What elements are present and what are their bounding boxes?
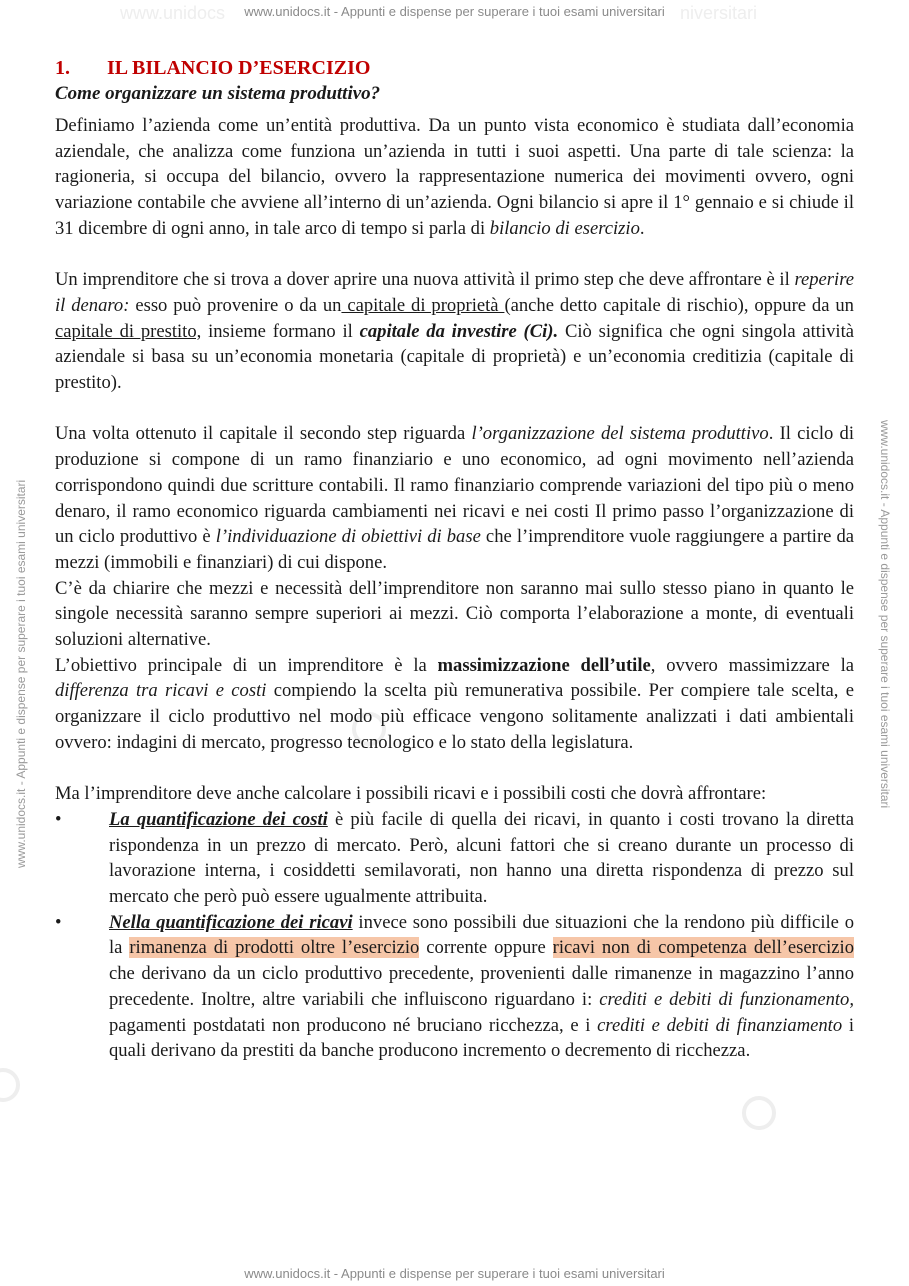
list-item: • La quantificazione dei costi è più facile di quella dei ricavi, in quanto i costi trovano la diretta rispondenza in un prezzo di mercato. Però, alcuni fattori che si creano durante un processo di lavorazione interna, i cosiddetti semilavorati, non hanno una diretta rispondenza di prezzo sul mercato che però può essere ugualmente attribuita.	[55, 808, 854, 908]
paragraph-2: Un imprenditore che si trova a dover aprire una nuova attività il primo step che deve affrontare è il reperire il denaro: esso può provenire o da un capitale di proprietà (anche detto capitale di rischio), oppure da un capitale di prestito, insieme formano il capitale da investire (Ci). Ciò significa che ogni singola attività aziendale si basa su un’economia monetaria (capitale di proprietà) e un’economia creditizia (capitale di prestito).	[55, 269, 855, 394]
paragraph-5: L’obiettivo principale di un imprenditore è la massimizzazione dell’utile, ovvero massimizzare la differenza tra ricavi e costi compiendo la scelta più remunerativa possibile. Per compiere tale scelta, e organizzare il ciclo produttivo nel modo più efficace vengono solitamente analizzati i dati ambientali ovvero: indagini di mercato, progresso tecnologico e lo stato della legislatura.	[55, 654, 855, 753]
watermark-logo-icon	[742, 1096, 776, 1130]
section-heading	[55, 56, 854, 80]
bullet-icon: •	[55, 911, 62, 933]
section-number: 1.	[55, 57, 70, 79]
highlighted-text: rimanenza di prodotti oltre l’esercizio	[129, 937, 420, 959]
section-subtitle: Come organizzare un sistema produttivo?	[55, 83, 381, 104]
bullet-icon: •	[55, 808, 62, 830]
paragraph-3: Una volta ottenuto il capitale il secondo step riguarda l’organizzazione del sistema produttivo. Il ciclo di produzione si compone di un ramo finanziario e uno economico, ad ogni movimento nell’azienda corrispondono quindi due scritture contabili. Il ramo finanziario comprende variazioni del tipo più o meno denaro, il ramo economico riguarda cambiamenti nei ricavi e nei costi Il primo passo l’organizzazione di un ciclo produttivo è l’individuazione di obiettivi di base che l’imprenditore vuole raggiungere a partire da mezzi (immobili e finanziari) di cui dispone.	[55, 423, 855, 573]
section-title: IL BILANCIO D’ESERCIZIO	[107, 57, 371, 79]
paragraph-6: Ma l’imprenditore deve anche calcolare i possibili ricavi e i possibili costi che dovrà affrontare:	[55, 783, 767, 805]
watermark-faint-text: www.unidocs	[120, 3, 226, 23]
paragraph-4: C’è da chiarire che mezzi e necessità dell’imprenditore non saranno mai sullo stesso piano in quanto le singole necessità saranno sempre superiori ai mezzi. Ciò comporta l’elaborazione a monte, di eventuali soluzioni alternative.	[55, 577, 854, 651]
watermark-header: www.unidocs.it - Appunti e dispense per superare i tuoi esami universitari	[244, 4, 665, 19]
watermark-faint-text: niversitari	[680, 3, 758, 23]
bullet-list	[55, 807, 854, 1064]
paragraph-1: Definiamo l’azienda come un’entità produttiva. Da un punto vista economico è studiata dall’economia aziendale, che analizza come funziona un’azienda in tutti i suoi aspetti. Una parte di tale scienza: la ragioneria, si occupa del bilancio, ovvero la rappresentazione numerica dei movimenti ovvero, ogni variazione contabile che avviene all’interno di un’azienda. Ogni bilancio si apre il 1° gennaio e si chiude il 31 dicembre di ogni anno, in tale arco di tempo si parla di bilancio di esercizio.	[55, 115, 854, 239]
watermark-logo-icon	[0, 1068, 20, 1102]
watermark-side-left: www.unidocs.it - Appunti e dispense per superare i tuoi esami universitari	[14, 479, 28, 868]
watermark-footer: www.unidocs.it - Appunti e dispense per superare i tuoi esami universitari	[244, 1266, 665, 1281]
list-item: • Nella quantificazione dei ricavi invece sono possibili due situazioni che la rendono più difficile o la rimanenza di prodotti oltre l’esercizio corrente oppure ricavi non di competenza dell’esercizio che derivano da un ciclo produttivo precedente, provenienti dalle rimanenze in magazzino l’anno precedente. Inoltre, altre variabili che influiscono riguardano i: crediti e debiti di funzionamento, pagamenti postdatati non producono né bruciano ricchezza, e i crediti e debiti di finanziamento i quali derivano da prestiti da banche producono incremento o decremento di ricchezza.	[55, 911, 854, 1062]
highlighted-text: ricavi non di competenza dell’esercizio	[552, 937, 854, 959]
watermark-side-right: www.unidocs.it - Appunti e dispense per superare i tuoi esami universitari	[878, 420, 892, 809]
document-body	[55, 56, 854, 1064]
